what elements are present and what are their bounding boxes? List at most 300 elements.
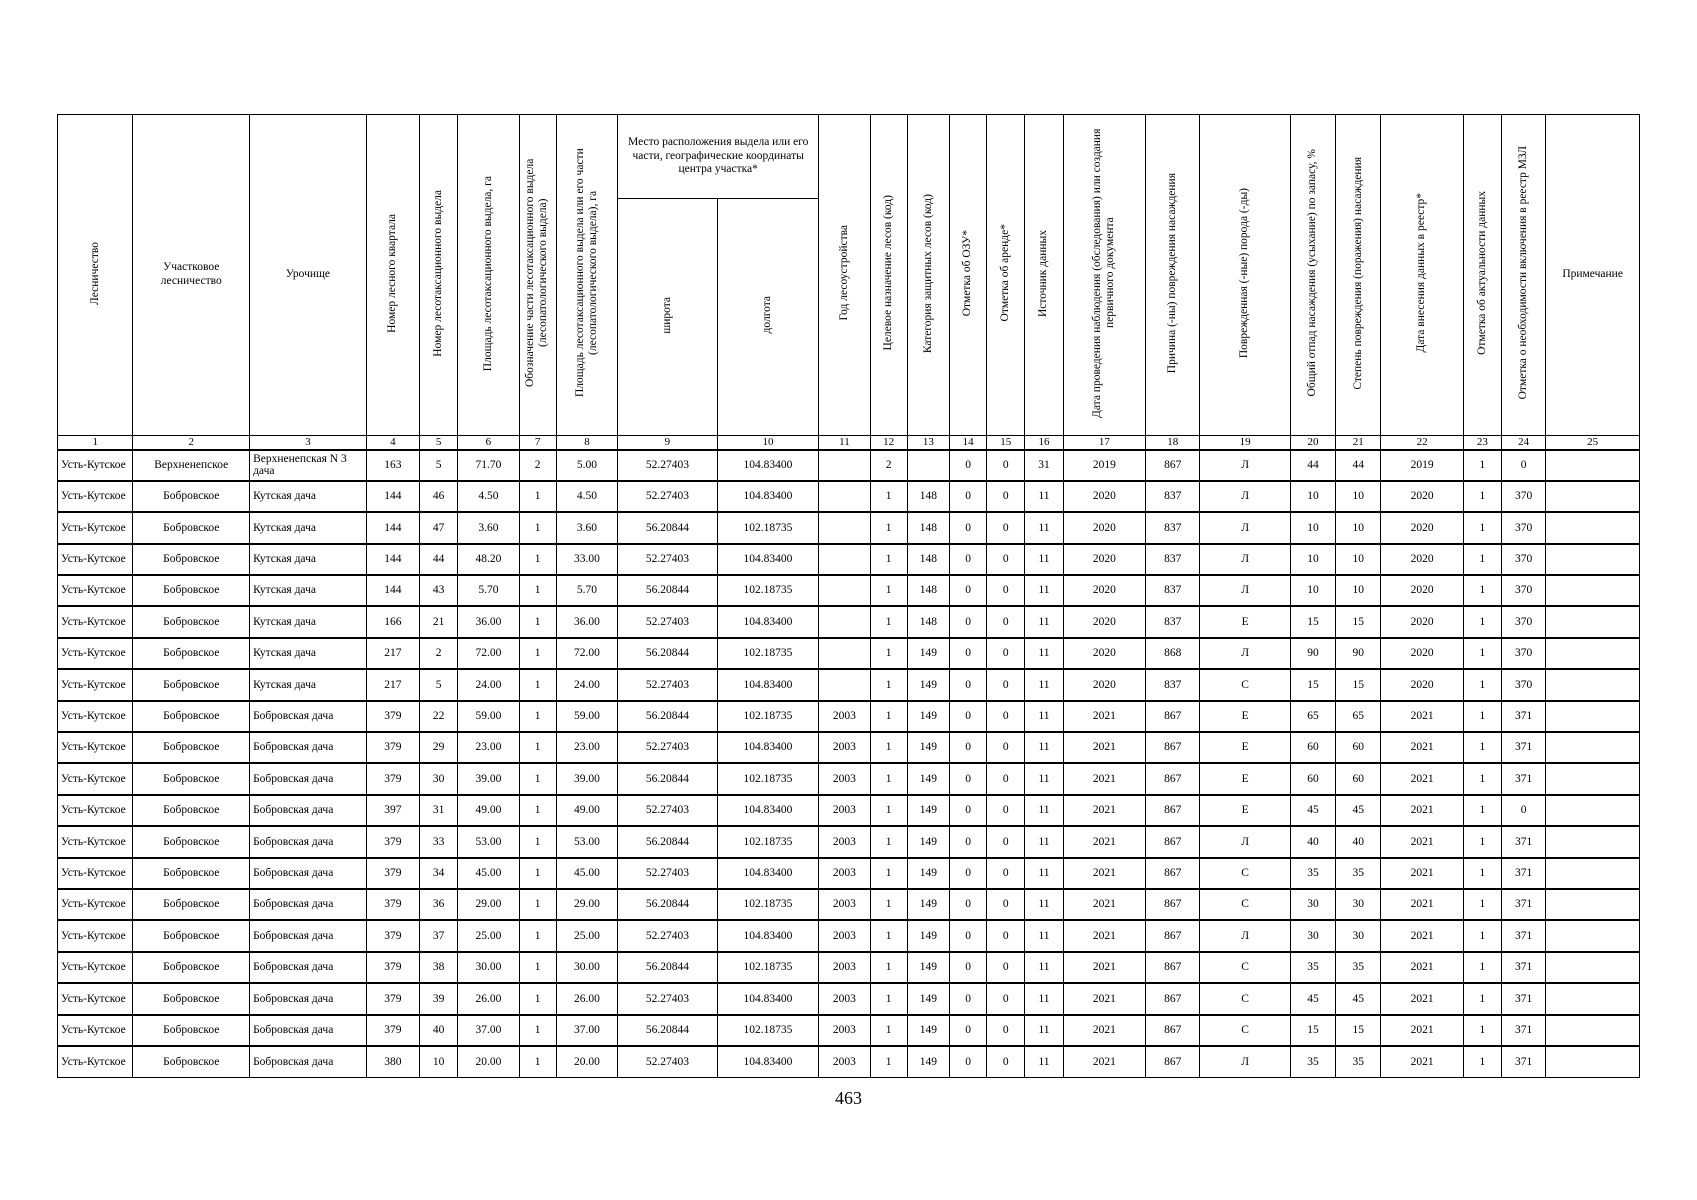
table-cell: 1 xyxy=(870,952,907,983)
table-cell: 867 xyxy=(1146,1046,1200,1077)
table-cell: 379 xyxy=(366,732,419,763)
column-header-label: Место расположения выдела или его части, географические координаты центра участка* xyxy=(628,135,809,176)
table-cell: 379 xyxy=(366,858,419,889)
column-header-label: Номер лесотаксационного выдела xyxy=(432,189,445,357)
table-cell: Бобровское xyxy=(133,763,250,794)
table-row xyxy=(58,763,1640,794)
table-cell: 11 xyxy=(1025,544,1063,575)
table-cell: 1 xyxy=(1463,920,1501,951)
table-cell: 1 xyxy=(519,669,556,700)
table-cell: Е xyxy=(1200,701,1291,732)
table-cell: 11 xyxy=(1025,1015,1063,1046)
table-cell xyxy=(1546,795,1640,826)
table-cell: 370 xyxy=(1502,544,1546,575)
table-cell: 371 xyxy=(1502,732,1546,763)
table-cell: 47 xyxy=(420,512,458,543)
table-cell: 60 xyxy=(1336,732,1381,763)
table-cell: 2020 xyxy=(1063,544,1145,575)
table-cell: Бобровское xyxy=(133,732,250,763)
table-cell: 379 xyxy=(366,826,419,857)
table-cell: 1 xyxy=(870,701,907,732)
table-row xyxy=(58,1015,1640,1046)
table-cell: 0 xyxy=(987,669,1025,700)
table-cell: 370 xyxy=(1502,606,1546,637)
table-cell: 2003 xyxy=(819,1015,870,1046)
column-number: 14 xyxy=(949,436,986,450)
table-cell: 0 xyxy=(949,481,986,512)
table-cell: 52.27403 xyxy=(618,920,718,951)
table-cell: 5.00 xyxy=(556,450,617,481)
table-cell: 43 xyxy=(420,575,458,606)
table-cell: 2021 xyxy=(1063,952,1145,983)
table-cell: 1 xyxy=(870,544,907,575)
table-cell: 867 xyxy=(1146,858,1200,889)
table-cell: 49.00 xyxy=(556,795,617,826)
column-header xyxy=(250,115,367,436)
table-cell: 371 xyxy=(1502,889,1546,920)
table-cell: 52.27403 xyxy=(618,669,718,700)
table-cell: Усть-Кутское xyxy=(58,701,133,732)
table-cell: 11 xyxy=(1025,1046,1063,1077)
table-cell xyxy=(1546,1046,1640,1077)
table-cell: Бобровская дача xyxy=(250,889,367,920)
table-cell: 33.00 xyxy=(556,544,617,575)
table-cell: Кутская дача xyxy=(250,575,367,606)
column-header xyxy=(1200,115,1291,436)
table-cell: 1 xyxy=(870,638,907,669)
table-cell: 65 xyxy=(1290,701,1335,732)
table-cell: 2020 xyxy=(1381,512,1463,543)
table-cell: 45 xyxy=(1336,983,1381,1014)
table-cell: 1 xyxy=(870,575,907,606)
table-cell: 0 xyxy=(987,450,1025,481)
table-cell xyxy=(1546,638,1640,669)
table-cell xyxy=(819,544,870,575)
table-cell: 0 xyxy=(987,858,1025,889)
table-cell: 379 xyxy=(366,983,419,1014)
table-cell: 379 xyxy=(366,701,419,732)
table-cell: 2021 xyxy=(1063,732,1145,763)
table-cell: 148 xyxy=(907,544,949,575)
table-cell: 380 xyxy=(366,1046,419,1077)
table-cell: 2021 xyxy=(1063,795,1145,826)
table-cell: 2019 xyxy=(1063,450,1145,481)
table-cell: 2020 xyxy=(1063,512,1145,543)
column-header xyxy=(1336,115,1381,436)
table-cell: 371 xyxy=(1502,826,1546,857)
table-cell: 1 xyxy=(1463,763,1501,794)
table-cell: 867 xyxy=(1146,983,1200,1014)
table-cell: 10 xyxy=(1336,481,1381,512)
table-cell: 11 xyxy=(1025,952,1063,983)
table-cell: Бобровское xyxy=(133,575,250,606)
page-number: 463 xyxy=(835,1088,862,1108)
table-cell: 23.00 xyxy=(458,732,519,763)
table-cell: Кутская дача xyxy=(250,606,367,637)
table-cell: 2003 xyxy=(819,920,870,951)
column-number: 6 xyxy=(458,436,519,450)
table-cell: 2021 xyxy=(1381,983,1463,1014)
table-cell: 867 xyxy=(1146,795,1200,826)
table-cell: 2020 xyxy=(1063,638,1145,669)
table-cell: 29 xyxy=(420,732,458,763)
table-cell: 0 xyxy=(1502,450,1546,481)
table-cell: 102.18735 xyxy=(717,952,819,983)
table-cell xyxy=(1546,512,1640,543)
table-cell: Л xyxy=(1200,920,1291,951)
table-cell: 10 xyxy=(1290,481,1335,512)
table-cell: 2020 xyxy=(1381,575,1463,606)
table-cell: 144 xyxy=(366,481,419,512)
table-cell: Бобровское xyxy=(133,701,250,732)
table-cell: Усть-Кутское xyxy=(58,763,133,794)
table-cell: Бобровская дача xyxy=(250,795,367,826)
table-cell: 11 xyxy=(1025,826,1063,857)
column-header-label: Обозначение части лесотаксационного выдела (лесопатологического выдела) xyxy=(524,159,550,388)
table-cell: 44 xyxy=(1336,450,1381,481)
table-cell: 45 xyxy=(1290,795,1335,826)
table-cell: 53.00 xyxy=(458,826,519,857)
table-cell: 4.50 xyxy=(556,481,617,512)
table-cell: 29.00 xyxy=(458,889,519,920)
table-cell: 163 xyxy=(366,450,419,481)
table-cell: Усть-Кутское xyxy=(58,920,133,951)
table-cell: 1 xyxy=(1463,858,1501,889)
table-cell: 2021 xyxy=(1381,732,1463,763)
column-header xyxy=(420,115,458,436)
table-cell: 48.20 xyxy=(458,544,519,575)
table-cell: 15 xyxy=(1290,606,1335,637)
column-number: 1 xyxy=(58,436,133,450)
table-cell: 11 xyxy=(1025,858,1063,889)
column-number: 11 xyxy=(819,436,870,450)
column-number: 20 xyxy=(1290,436,1335,450)
table-row xyxy=(58,701,1640,732)
column-header-label: Лесничество xyxy=(88,241,101,305)
table-cell: 144 xyxy=(366,544,419,575)
column-number: 5 xyxy=(420,436,458,450)
table-cell: 1 xyxy=(519,732,556,763)
table-cell: Бобровская дача xyxy=(250,732,367,763)
table-cell: 1 xyxy=(519,575,556,606)
table-cell: 2021 xyxy=(1381,826,1463,857)
column-header xyxy=(1381,115,1463,436)
table-cell: 15 xyxy=(1336,669,1381,700)
column-header-label: Отметка об актуальности данных xyxy=(1475,191,1488,356)
table-cell: 217 xyxy=(366,669,419,700)
table-cell: Бобровская дача xyxy=(250,920,367,951)
column-header xyxy=(1502,115,1546,436)
column-number: 3 xyxy=(250,436,367,450)
table-cell: Кутская дача xyxy=(250,638,367,669)
table-cell: 0 xyxy=(949,763,986,794)
table-cell: 1 xyxy=(519,795,556,826)
table-cell: 1 xyxy=(1463,701,1501,732)
table-cell: 56.20844 xyxy=(618,1015,718,1046)
column-number: 8 xyxy=(556,436,617,450)
table-cell: 29.00 xyxy=(556,889,617,920)
table-cell: 102.18735 xyxy=(717,889,819,920)
table-cell: 30 xyxy=(1336,889,1381,920)
table-cell: 1 xyxy=(519,544,556,575)
table-cell xyxy=(1546,763,1640,794)
table-cell: 11 xyxy=(1025,889,1063,920)
table-cell: Бобровское xyxy=(133,795,250,826)
table-cell: 149 xyxy=(907,858,949,889)
column-header xyxy=(556,115,617,436)
column-number: 17 xyxy=(1063,436,1145,450)
table-cell: 30.00 xyxy=(458,952,519,983)
header-row-main xyxy=(58,115,1640,199)
table-cell: 40 xyxy=(1290,826,1335,857)
table-cell: 44 xyxy=(1290,450,1335,481)
table-cell: 2021 xyxy=(1381,952,1463,983)
table-cell: 90 xyxy=(1290,638,1335,669)
table-cell: 0 xyxy=(949,983,986,1014)
table-cell xyxy=(819,669,870,700)
table-cell xyxy=(1546,606,1640,637)
table-cell: 2003 xyxy=(819,952,870,983)
column-header-label: Примечание xyxy=(1562,268,1623,281)
table-cell: 40 xyxy=(1336,826,1381,857)
table-cell: 371 xyxy=(1502,952,1546,983)
table-cell: 38 xyxy=(420,952,458,983)
table-cell: 21 xyxy=(420,606,458,637)
table-cell xyxy=(819,638,870,669)
table-cell: 25.00 xyxy=(556,920,617,951)
table-cell: 148 xyxy=(907,606,949,637)
column-header xyxy=(949,115,986,436)
forest-damage-register-table xyxy=(57,114,1640,1078)
table-cell: 0 xyxy=(987,544,1025,575)
column-header-label: Источник данных xyxy=(1037,229,1050,317)
table-cell: 20.00 xyxy=(458,1046,519,1077)
table-cell: 837 xyxy=(1146,606,1200,637)
table-cell: Л xyxy=(1200,1046,1291,1077)
table-cell: 868 xyxy=(1146,638,1200,669)
table-cell: 36.00 xyxy=(556,606,617,637)
table-cell: 0 xyxy=(987,732,1025,763)
table-cell: 1 xyxy=(870,481,907,512)
table-cell: 2021 xyxy=(1063,983,1145,1014)
table-cell: 56.20844 xyxy=(618,763,718,794)
table-cell: Усть-Кутское xyxy=(58,952,133,983)
table-cell: 0 xyxy=(949,638,986,669)
table-cell: 10 xyxy=(1290,512,1335,543)
table-cell: 144 xyxy=(366,512,419,543)
table-cell: Бобровская дача xyxy=(250,1046,367,1077)
column-number: 2 xyxy=(133,436,250,450)
table-cell: Бобровское xyxy=(133,983,250,1014)
table-cell: Бобровское xyxy=(133,512,250,543)
table-cell: Бобровское xyxy=(133,952,250,983)
column-header-label: Целевое назначение лесов (код) xyxy=(882,195,895,351)
table-cell: 1 xyxy=(1463,606,1501,637)
table-cell: 1 xyxy=(519,512,556,543)
table-cell: 0 xyxy=(949,669,986,700)
table-cell: 26.00 xyxy=(556,983,617,1014)
table-cell: 1 xyxy=(870,669,907,700)
table-cell: 371 xyxy=(1502,763,1546,794)
table-cell: 104.83400 xyxy=(717,858,819,889)
table-cell: 379 xyxy=(366,763,419,794)
table-cell: 11 xyxy=(1025,575,1063,606)
table-cell: Бобровское xyxy=(133,1046,250,1077)
table-cell xyxy=(1546,1015,1640,1046)
table-cell: 1 xyxy=(1463,983,1501,1014)
table-cell: 1 xyxy=(870,826,907,857)
table-cell: С xyxy=(1200,889,1291,920)
table-cell: 0 xyxy=(949,606,986,637)
column-header-label: долгота xyxy=(761,296,774,334)
table-cell: 0 xyxy=(987,575,1025,606)
table-cell: 56.20844 xyxy=(618,826,718,857)
table-cell: Бобровская дача xyxy=(250,701,367,732)
column-header xyxy=(1063,115,1145,436)
table-cell: 379 xyxy=(366,920,419,951)
table-cell: 72.00 xyxy=(556,638,617,669)
table-cell: Усть-Кутское xyxy=(58,889,133,920)
table-cell: Бобровское xyxy=(133,826,250,857)
table-cell: 2020 xyxy=(1381,669,1463,700)
table-cell: Бобровское xyxy=(133,920,250,951)
table-cell: 1 xyxy=(519,701,556,732)
table-cell: 2 xyxy=(420,638,458,669)
table-cell: 102.18735 xyxy=(717,638,819,669)
table-cell: 53.00 xyxy=(556,826,617,857)
table-cell: 837 xyxy=(1146,575,1200,606)
table-cell xyxy=(1546,858,1640,889)
table-cell: 1 xyxy=(870,983,907,1014)
table-cell: 148 xyxy=(907,512,949,543)
table-cell: 1 xyxy=(1463,889,1501,920)
table-row xyxy=(58,983,1640,1014)
table-cell: 45.00 xyxy=(458,858,519,889)
table-cell: Усть-Кутское xyxy=(58,983,133,1014)
table-row xyxy=(58,512,1640,543)
table-cell: 102.18735 xyxy=(717,701,819,732)
table-cell: 31 xyxy=(420,795,458,826)
column-header-label: Отметка об аренде* xyxy=(999,224,1012,322)
table-cell: 1 xyxy=(519,638,556,669)
table-cell: 104.83400 xyxy=(717,920,819,951)
table-row xyxy=(58,1046,1640,1077)
table-cell: 15 xyxy=(1290,1015,1335,1046)
table-cell: 11 xyxy=(1025,669,1063,700)
table-cell: 60 xyxy=(1336,763,1381,794)
column-header-label: Категория защитных лесов (код) xyxy=(921,193,934,353)
table-cell: 2020 xyxy=(1381,544,1463,575)
table-cell: 5.70 xyxy=(556,575,617,606)
table-cell: Усть-Кутское xyxy=(58,795,133,826)
column-header xyxy=(133,115,250,436)
table-cell: 0 xyxy=(987,889,1025,920)
table-cell: 104.83400 xyxy=(717,1046,819,1077)
table-row xyxy=(58,638,1640,669)
table-cell: Усть-Кутское xyxy=(58,575,133,606)
column-header-label: Отметка об ОЗУ* xyxy=(961,230,974,317)
table-cell: 144 xyxy=(366,575,419,606)
table-header xyxy=(58,115,1640,450)
column-number: 22 xyxy=(1381,436,1463,450)
table-cell: 52.27403 xyxy=(618,481,718,512)
column-header-label: Номер лесного квартала xyxy=(386,213,399,333)
table-cell: Кутская дача xyxy=(250,481,367,512)
table-cell: 52.27403 xyxy=(618,858,718,889)
table-cell: 371 xyxy=(1502,983,1546,1014)
table-cell: Е xyxy=(1200,732,1291,763)
column-header xyxy=(1546,115,1640,436)
table-cell: Усть-Кутское xyxy=(58,1015,133,1046)
table-cell: 52.27403 xyxy=(618,450,718,481)
table-cell: 3.60 xyxy=(458,512,519,543)
table-cell: 149 xyxy=(907,889,949,920)
table-cell: Кутская дача xyxy=(250,669,367,700)
table-row xyxy=(58,544,1640,575)
table-cell xyxy=(907,450,949,481)
table-cell: 2003 xyxy=(819,1046,870,1077)
table-cell: Бобровское xyxy=(133,889,250,920)
table-cell: 1 xyxy=(1463,1046,1501,1077)
table-cell: 1 xyxy=(870,795,907,826)
table-cell: 45.00 xyxy=(556,858,617,889)
column-header xyxy=(717,199,819,436)
table-cell: 2003 xyxy=(819,763,870,794)
table-cell: 15 xyxy=(1290,669,1335,700)
table-row xyxy=(58,732,1640,763)
table-cell: 2021 xyxy=(1063,1046,1145,1077)
table-cell: 3.60 xyxy=(556,512,617,543)
table-cell xyxy=(1546,450,1640,481)
column-header xyxy=(1290,115,1335,436)
column-number: 4 xyxy=(366,436,419,450)
table-cell: Бобровская дача xyxy=(250,952,367,983)
table-row xyxy=(58,952,1640,983)
table-cell: 2021 xyxy=(1063,889,1145,920)
column-number: 12 xyxy=(870,436,907,450)
table-cell: 0 xyxy=(987,606,1025,637)
table-cell xyxy=(819,606,870,637)
table-cell xyxy=(819,450,870,481)
table-cell: 1 xyxy=(519,1046,556,1077)
table-cell: Кутская дача xyxy=(250,544,367,575)
column-header-label: Причина (-ны) повреждения насаждения xyxy=(1166,173,1179,374)
table-cell: 149 xyxy=(907,795,949,826)
table-cell: 379 xyxy=(366,1015,419,1046)
table-cell: 56.20844 xyxy=(618,575,718,606)
table-cell: 371 xyxy=(1502,701,1546,732)
column-header xyxy=(907,115,949,436)
table-cell: 2021 xyxy=(1381,920,1463,951)
column-header-label: Урочище xyxy=(285,268,331,281)
table-cell: 149 xyxy=(907,952,949,983)
column-number: 23 xyxy=(1463,436,1501,450)
column-number: 15 xyxy=(987,436,1025,450)
table-cell xyxy=(1546,889,1640,920)
table-cell xyxy=(819,512,870,543)
table-cell: 2020 xyxy=(1063,481,1145,512)
table-cell: Л xyxy=(1200,481,1291,512)
table-cell: 1 xyxy=(519,952,556,983)
column-header-label: Поврежденная (-ные) порода (-ды) xyxy=(1238,188,1251,359)
table-cell: С xyxy=(1200,1015,1291,1046)
table-cell: 10 xyxy=(1290,544,1335,575)
table-cell: 1 xyxy=(519,826,556,857)
table-cell: 37.00 xyxy=(458,1015,519,1046)
table-cell: С xyxy=(1200,669,1291,700)
table-cell: 149 xyxy=(907,1015,949,1046)
table-cell: Бобровское xyxy=(133,669,250,700)
